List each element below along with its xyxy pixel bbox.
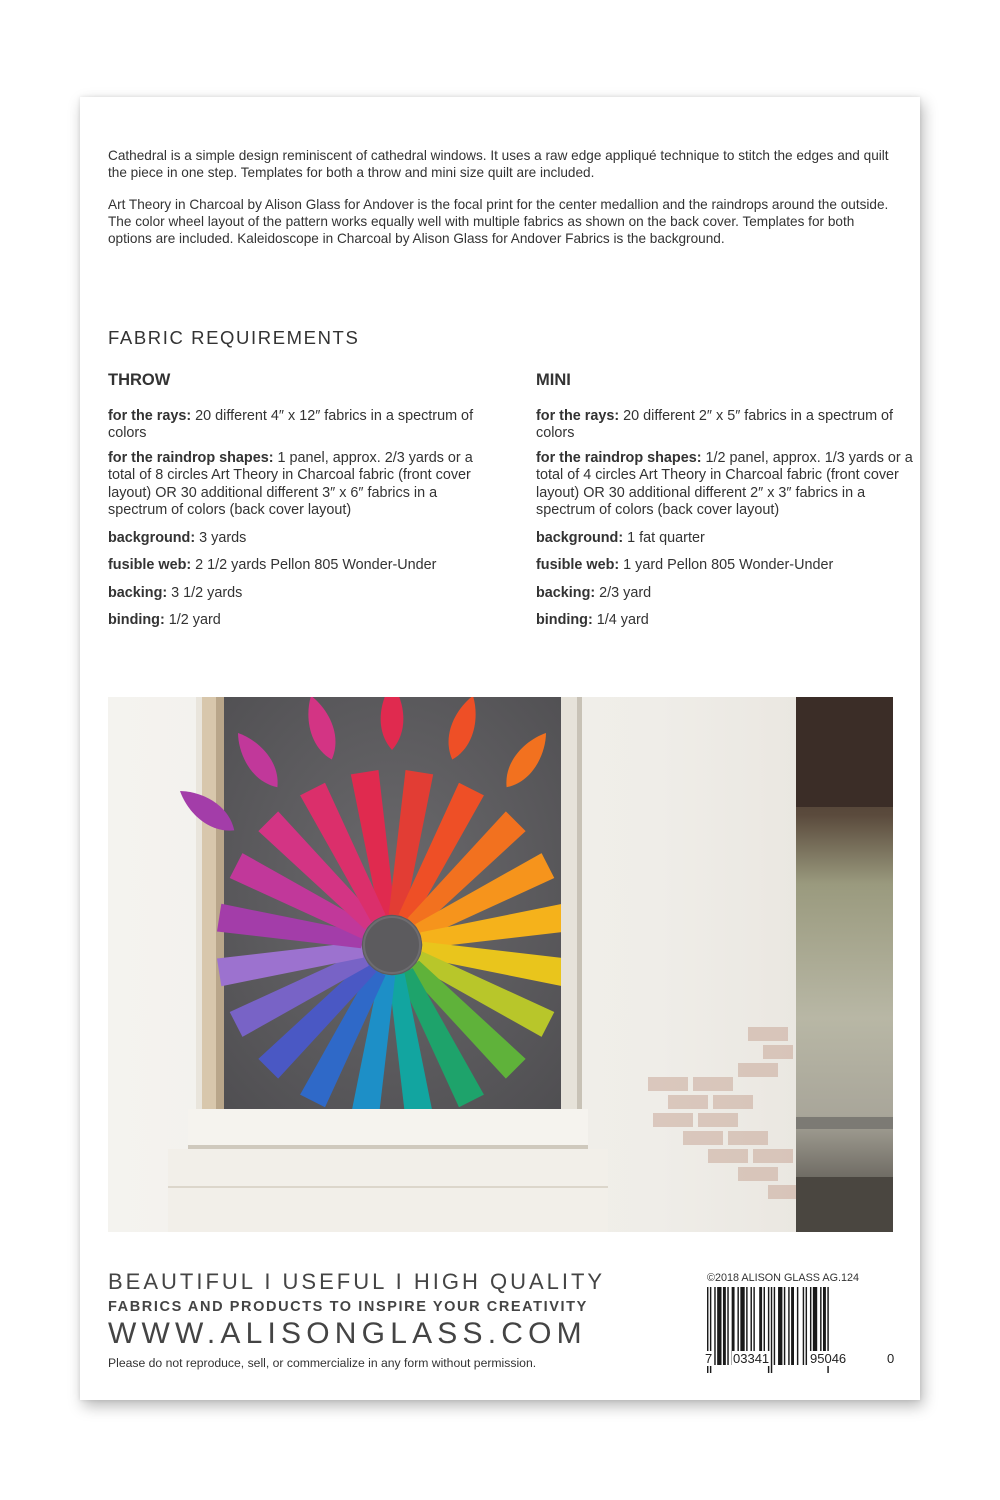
requirement-label: fusible web: bbox=[536, 557, 620, 573]
requirement-value: 3 yards bbox=[195, 529, 247, 546]
requirement-label: binding: bbox=[536, 612, 593, 628]
quilt-photo bbox=[108, 697, 893, 1232]
mini-title: MINI bbox=[536, 371, 571, 389]
barcode-digit-product: 95046 bbox=[810, 1351, 847, 1366]
footer-tagline: BEAUTIFUL I USEFUL I HIGH QUALITY bbox=[108, 1269, 606, 1294]
intro-text bbox=[108, 147, 898, 262]
barcode-bar bbox=[803, 1287, 804, 1365]
quilt-center bbox=[362, 915, 422, 975]
requirement-item bbox=[108, 530, 500, 548]
copyright-notice: ©2018 ALISON GLASS AG.124 bbox=[707, 1272, 860, 1284]
barcode-bar bbox=[727, 1287, 728, 1365]
requirement-value: 20 different 4″ x 12″ fabrics in a spectrum of colors bbox=[108, 407, 474, 441]
barcode-bar bbox=[791, 1287, 794, 1365]
requirement-item bbox=[108, 557, 500, 575]
requirement-value: 1 fat quarter bbox=[623, 529, 705, 546]
requirement-label: for the raindrop shapes: bbox=[536, 449, 702, 466]
requirement-label: binding: bbox=[108, 612, 165, 628]
requirement-label: background: bbox=[536, 529, 624, 546]
dark-ceiling bbox=[796, 697, 893, 807]
barcode-bar bbox=[771, 1287, 772, 1373]
barcode-digit-manufacturer: 03341 bbox=[733, 1351, 770, 1366]
requirement-value: 2/3 yard bbox=[595, 584, 652, 601]
fabric-requirements-heading: FABRIC REQUIREMENTS bbox=[108, 327, 360, 348]
requirement-item bbox=[108, 585, 500, 603]
distant-wall bbox=[796, 1117, 893, 1129]
barcode-digit-check: 0 bbox=[887, 1351, 895, 1366]
barcode-bar bbox=[778, 1287, 782, 1365]
throw-title: THROW bbox=[108, 371, 171, 389]
requirement-label: background: bbox=[108, 529, 196, 546]
requirement-label: for the rays: bbox=[108, 407, 192, 424]
requirement-value: 2 1/2 yards Pellon 805 Wonder-Under bbox=[191, 557, 437, 573]
requirement-value: 1/2 panel, approx. 1/3 yards or a total of 4 circles Art Theory in Charcoal fabric (front cover layout) OR 30 additional different 2″ x 3″ fabrics in a spectrum of colors (back cover layout) bbox=[536, 449, 913, 518]
requirement-value: 1 panel, approx. 2/3 yards or a total of 8 circles Art Theory in Charcoal fabric (front cover layout) OR 30 additional different 3″ x 6″ fabrics in a spectrum of colors (back cover layout) bbox=[108, 449, 473, 518]
requirement-value: 3 1/2 yards bbox=[167, 584, 243, 601]
copyright-disclaimer: Please do not reproduce, sell, or commercialize in any form without permission. bbox=[108, 1356, 537, 1370]
barcode-bar bbox=[806, 1287, 807, 1365]
window-jamb bbox=[561, 697, 579, 1112]
intro-paragraph-2: Art Theory in Charcoal by Alison Glass for Andover is the focal print for the center medallion and the raindrops around the outside. The color wheel layout of the pattern works equally well with multiple fabrics as shown on the back cover. Templates for both options are included. Kaleidoscope in Charcoal by Alison Glass for Andover Fabrics is the background. bbox=[108, 197, 889, 246]
requirement-item bbox=[108, 612, 500, 630]
barcode-bar bbox=[723, 1287, 726, 1365]
mini-requirements bbox=[536, 372, 928, 637]
barcode-bar bbox=[797, 1287, 798, 1365]
requirement-label: fusible web: bbox=[108, 557, 192, 573]
requirement-item bbox=[536, 612, 928, 630]
window-sill bbox=[188, 1109, 588, 1149]
requirement-item bbox=[108, 408, 500, 443]
requirement-item bbox=[536, 450, 928, 520]
barcode-bar bbox=[714, 1287, 715, 1365]
requirement-value: 1/4 yard bbox=[592, 612, 649, 628]
barcode-bar bbox=[788, 1287, 789, 1365]
barcode-digit-number-system: 7 bbox=[705, 1351, 713, 1366]
pattern-back-cover bbox=[80, 97, 920, 1400]
requirement-item bbox=[536, 408, 928, 443]
footer-subline: FABRICS AND PRODUCTS TO INSPIRE YOUR CREATIVITY bbox=[108, 1299, 588, 1315]
requirement-value: 1/2 yard bbox=[164, 612, 221, 628]
barcode-bar bbox=[717, 1287, 721, 1365]
requirement-item bbox=[536, 585, 928, 603]
requirement-item bbox=[536, 557, 928, 575]
intro-paragraph-1: Cathedral is a simple design reminiscent of cathedral windows. It uses a raw edge appliqué technique to stitch the edges and quilt the piece in one step. Templates for both a throw and mini size quilt are included. bbox=[108, 148, 889, 180]
requirement-label: for the rays: bbox=[536, 407, 620, 424]
requirement-label: backing: bbox=[108, 584, 168, 601]
barcode-bar bbox=[774, 1287, 775, 1365]
requirement-value: 20 different 2″ x 5″ fabrics in a spectrum of colors bbox=[536, 407, 894, 441]
floor bbox=[796, 1177, 893, 1232]
barcode-bar bbox=[784, 1287, 785, 1365]
requirement-label: backing: bbox=[536, 584, 596, 601]
website-link[interactable]: WWW.ALISONGLASS.COM bbox=[108, 1317, 587, 1350]
requirement-item bbox=[108, 450, 500, 520]
throw-requirements bbox=[108, 372, 500, 637]
requirement-item bbox=[536, 530, 928, 548]
requirement-value: 1 yard Pellon 805 Wonder-Under bbox=[619, 557, 834, 573]
requirement-label: for the raindrop shapes: bbox=[108, 449, 274, 466]
